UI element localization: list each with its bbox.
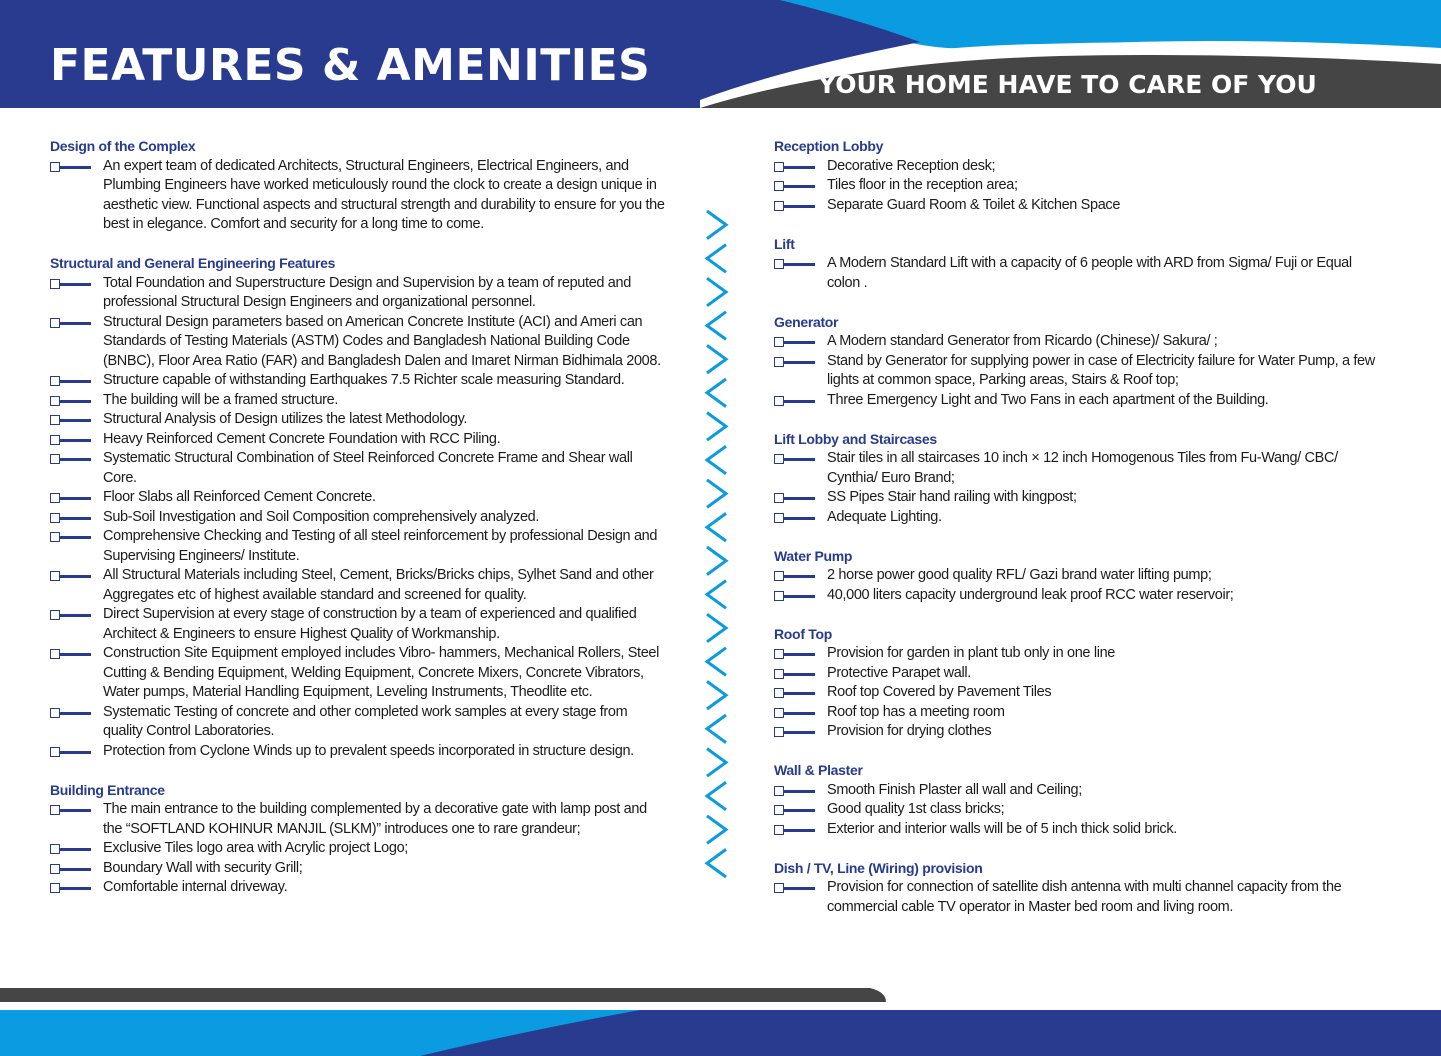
chevron-icon [707,211,726,239]
checkbox-bullet-icon [50,435,92,445]
list-item-text: Exclusive Tiles logo area with Acrylic project Logo; [103,840,408,856]
section-building-entrance [50,781,665,898]
section-lift [774,235,1384,294]
list-item [774,703,1384,723]
list-item [774,683,1384,703]
list-item-text: SS Pipes Stair hand railing with kingpost; [827,489,1077,505]
list-item-text: Structure capable of withstanding Earthquakes 7.5 Richter scale measuring Standard. [103,372,625,388]
chevron-divider [704,208,730,880]
list-item-text: Sub-Soil Investigation and Soil Composition comprehensively analyzed. [103,508,540,525]
list-item-text: Exterior and interior walls will be of 5 inch thick solid brick. [827,820,1177,837]
list-item-text: Protection from Cyclone Winds up to prevalent speeds incorporated in structure design. [103,742,634,759]
chevron-icon [707,614,726,642]
section-title: Design of the Complex [50,138,196,154]
list-item-text: Stair tiles in all staircases 10 inch × 12 inch Homogenous Tiles from Fu-Wang/ CBC/ Cynthia/ Euro Brand; [827,450,1338,486]
checkbox-bullet-icon [50,493,92,503]
checkbox-bullet-icon [50,162,92,172]
chevron-icon [707,379,726,407]
list-item [774,157,1384,177]
checkbox-bullet-icon [774,669,816,679]
list-item-text: Structural Design parameters based on American Concrete Institute (ACI) and Ameri can Standards of Testing Materials (ASTM) Codes and Bangladesh National Building Code (BNBC), Floor Area Ratio (FAR) and Bangladesh Dalen and Imaret Nirman Bidhimala 2008. [103,313,661,369]
checkbox-bullet-icon [774,708,816,718]
list-item [50,527,665,566]
section-reception-lobby [774,137,1384,215]
list-item [774,508,1384,528]
list-item-text: Roof top has a meeting room [827,703,1005,720]
section-title: Lift Lobby and Staircases [774,430,937,447]
list-item [50,274,665,313]
list-item-text: All Structural Materials including Steel, Cement, Bricks/Bricks chips, Sylhet Sand and other Aggregates etc of highest available standard and screened for quality. [103,567,654,603]
checkbox-bullet-icon [774,337,816,347]
chevron-icon [707,681,726,709]
list-item [50,605,665,644]
checkbox-bullet-icon [774,201,816,211]
chevron-icon [707,245,726,273]
list-item-text: Stand by Generator for supplying power in case of Electricity failure for Water Pump, a few lights at common space, Parking areas, Stairs & Roof top; [827,352,1375,388]
list-item [774,664,1384,684]
checkbox-bullet-icon [50,279,92,289]
list-item [774,722,1384,742]
checkbox-bullet-icon [774,727,816,737]
section-title: Wall & Plaster [774,762,863,778]
checkbox-bullet-icon [774,649,816,659]
chevron-icon [707,278,726,306]
checkbox-bullet-icon [50,883,92,893]
section-design-of-the-complex [50,137,665,235]
list-item-text: Comprehensive Checking and Testing of all steel reinforcement by professional Design and Supervising Engineers/ Institute. [103,528,658,564]
section-title: Generator [774,313,839,330]
checkbox-bullet-icon [774,259,816,269]
list-item [774,332,1384,352]
checkbox-bullet-icon [774,805,816,815]
list-item-text: 40,000 liters capacity underground leak proof RCC water reservoir; [827,586,1234,603]
checkbox-bullet-icon [774,571,816,581]
checkbox-bullet-icon [50,415,92,425]
checkbox-bullet-icon [774,454,816,464]
chevron-icon [707,513,726,541]
feature-list [774,566,1384,605]
list-item [50,839,665,859]
feature-list [774,644,1384,742]
list-item-text: Construction Site Equipment employed includes Vibro- hammers, Mechanical Rollers, Steel Cutting & Bending Equipment, Welding Equipment, Concrete Mixers, Concrete Vibrators, Water pumps, Material Handling Equipment, Leveling Instruments, Theodlite etc. [103,645,660,700]
section-title: Water Pump [774,547,853,564]
list-item-text: A Modern Standard Lift with a capacity of 6 people with ARD from Sigma/ Fuji or Equal colon . [827,255,1352,291]
page-tagline: YOUR HOME HAVE TO CARE OF YOU [818,70,1317,99]
list-item-text: Decorative Reception desk; [827,157,996,174]
chevron-icon [707,782,726,810]
checkbox-bullet-icon [50,376,92,386]
list-item [50,449,665,488]
list-item [50,859,665,879]
list-item-text: Adequate Lighting. [827,508,942,525]
list-item [774,254,1384,293]
checkbox-bullet-icon [774,493,816,503]
list-item-text: 2 horse power good quality RFL/ Gazi brand water lifting pump; [827,567,1212,583]
list-item-text: Total Foundation and Superstructure Design and Supervision by a team of reputed and professional Structural Design Engineers and organizational personnel. [103,274,631,310]
checkbox-bullet-icon [774,883,816,893]
list-item [50,430,665,450]
list-item-text: Protective Parapet wall. [827,664,971,681]
feature-list [774,878,1384,917]
checkbox-bullet-icon [774,396,816,406]
list-item-text: Tiles floor in the reception area; [827,177,1018,193]
checkbox-bullet-icon [50,532,92,542]
list-item [774,176,1384,196]
checkbox-bullet-icon [774,513,816,523]
checkbox-bullet-icon [774,825,816,835]
checkbox-bullet-icon [50,454,92,464]
chevron-icon [707,446,726,474]
page-title: FEATURES & AMENITIES [50,40,651,91]
checkbox-bullet-icon [774,688,816,698]
list-item [50,508,665,528]
checkbox-bullet-icon [50,864,92,874]
list-item [50,878,665,898]
list-item-text: Separate Guard Room & Toilet & Kitchen Space [827,196,1121,213]
checkbox-bullet-icon [774,357,816,367]
list-item [50,391,665,411]
section-wall-plaster [774,761,1384,839]
checkbox-bullet-icon [50,571,92,581]
chevron-icon [707,345,726,373]
section-water-pump [774,547,1384,606]
section-generator [774,313,1384,411]
list-item [774,586,1384,606]
section-title: Lift [774,235,795,252]
list-item [774,352,1384,391]
feature-list [774,254,1384,293]
checkbox-bullet-icon [50,805,92,815]
checkbox-bullet-icon [50,649,92,659]
feature-list [774,781,1384,840]
checkbox-bullet-icon [50,396,92,406]
list-item-text: A Modern standard Generator from Ricardo (Chinese)/ Sakura/ ; [827,333,1218,349]
list-item [774,566,1384,586]
chevron-icon [707,849,726,877]
checkbox-bullet-icon [50,610,92,620]
list-item [50,410,665,430]
list-item-text: Smooth Finish Plaster all wall and Ceiling; [827,781,1082,798]
feature-list [774,449,1384,527]
right-column [774,137,1384,937]
chevron-icon [707,312,726,340]
list-item-text: Provision for connection of satellite dish antenna with multi channel capacity from the commercial cable TV operator in Master bed room and living room. [827,879,1342,915]
list-item [50,157,665,235]
list-item [774,196,1384,216]
feature-list [774,157,1384,216]
list-item-text: Comfortable internal driveway. [103,879,288,895]
section-title: Building Entrance [50,781,165,798]
chevron-icon [707,547,726,575]
list-item-text: Provision for garden in plant tub only in one line [827,645,1115,661]
chevron-icon [707,648,726,676]
list-item-text: An expert team of dedicated Architects, Structural Engineers, Electrical Engineers, and Plumbing Engineers have worked meticulously round the clock to create a design unique in aesthetic view. Functional aspects and structural strength and durability to ensure for you the best in elegance. Comfort and security for a long time to come. [103,157,665,232]
chevron-icon [707,715,726,743]
list-item [50,488,665,508]
list-item [774,878,1384,917]
checkbox-bullet-icon [50,844,92,854]
list-item [774,449,1384,488]
list-item-text: The building will be a framed structure. [103,391,339,408]
feature-list [50,157,665,235]
list-item [50,703,665,742]
list-item [50,742,665,762]
chevron-icon [707,749,726,777]
list-item-text: Floor Slabs all Reinforced Cement Concrete. [103,489,376,505]
chevron-icon [707,413,726,441]
checkbox-bullet-icon [774,591,816,601]
section-lift-lobby-and-staircases [774,430,1384,528]
section-title: Structural and General Engineering Features [50,255,336,271]
list-item-text: Systematic Testing of concrete and other completed work samples at every stage from quality Control Laboratories. [103,703,628,739]
list-item-text: Boundary Wall with security Grill; [103,859,303,876]
list-item [774,800,1384,820]
list-item-text: The main entrance to the building complemented by a decorative gate with lamp post and the “SOFTLAND KOHINUR MANJIL (SLKM)” introduces one to rare grandeur; [103,801,647,837]
list-item [50,644,665,703]
left-column [50,137,665,917]
list-item-text: Heavy Reinforced Cement Concrete Foundation with RCC Piling. [103,430,501,447]
list-item [774,820,1384,840]
checkbox-bullet-icon [774,181,816,191]
list-item [50,313,665,372]
list-item-text: Systematic Structural Combination of Steel Reinforced Concrete Frame and Shear wall Core. [103,450,633,486]
section-roof-top [774,625,1384,742]
list-item [774,781,1384,801]
section-title: Dish / TV, Line (Wiring) provision [774,859,983,876]
feature-list [774,332,1384,410]
feature-list [50,800,665,898]
section-structural-and-general-engineering-features [50,254,665,761]
section-title: Roof Top [774,625,832,642]
list-item [774,488,1384,508]
list-item-text: Good quality 1st class bricks; [827,801,1005,817]
checkbox-bullet-icon [50,747,92,757]
checkbox-bullet-icon [50,318,92,328]
chevron-icon [707,480,726,508]
checkbox-bullet-icon [50,708,92,718]
chevron-icon [707,816,726,844]
checkbox-bullet-icon [774,162,816,172]
list-item-text: Direct Supervision at every stage of construction by a team of experienced and qualified Architect & Engineers to ensure Highest Quality of Workmanship. [103,606,637,642]
list-item-text: Three Emergency Light and Two Fans in each apartment of the Building. [827,391,1269,408]
list-item-text: Roof top Covered by Pavement Tiles [827,684,1052,700]
checkbox-bullet-icon [50,513,92,523]
checkbox-bullet-icon [774,786,816,796]
feature-list [50,274,665,762]
chevron-icon [707,581,726,609]
list-item [774,644,1384,664]
list-item-text: Structural Analysis of Design utilizes the latest Methodology. [103,411,468,427]
list-item [50,371,665,391]
list-item [50,800,665,839]
list-item [50,566,665,605]
list-item-text: Provision for drying clothes [827,723,992,739]
list-item [774,391,1384,411]
footer-banner [0,984,1441,1056]
section-dish-tv-line-wiring-provision [774,859,1384,918]
section-title: Reception Lobby [774,138,884,154]
